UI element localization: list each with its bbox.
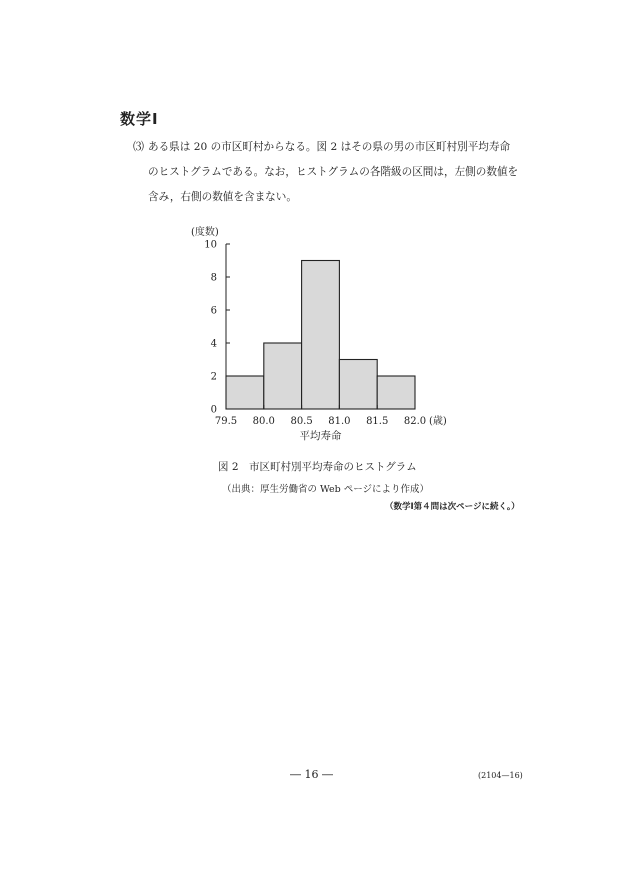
y-tick-label: 10 [204, 239, 217, 251]
question-text [148, 135, 528, 210]
question-line: 含み，右側の数値を含まない。 [148, 191, 297, 203]
figure-caption: 図 2 市区町村別平均寿命のヒストグラム [218, 461, 417, 473]
y-tick-label: 4 [210, 338, 217, 350]
histogram-bar [226, 376, 264, 409]
histogram-bar [377, 376, 415, 409]
question-line: のヒストグラムである。なお，ヒストグラムの各階級の区間は，左側の数値を [148, 166, 519, 178]
histogram-bar [302, 261, 340, 410]
x-tick-label: 81.0 [328, 416, 351, 427]
page-code: (2104—16) [478, 771, 523, 780]
x-tick-label: 80.5 [290, 416, 313, 427]
x-tick-label: 79.5 [214, 416, 238, 427]
y-tick-label: 0 [210, 404, 217, 416]
x-axis-label: 平均寿命 [299, 430, 342, 442]
histogram-bar [339, 360, 377, 410]
y-axis-label: (度数) [191, 227, 219, 238]
question-number: ⑶ [133, 140, 144, 153]
y-tick-label: 2 [210, 371, 217, 383]
x-tick-label: 82.0 [403, 416, 427, 427]
page-number: ― 16 ― [290, 768, 333, 781]
question-line: ある県は 20 の市区町村からなる。図 2 はその県の男の市区町村別平均寿命 [148, 141, 511, 153]
x-tick-label: 81.5 [366, 416, 389, 427]
subject-title: 数学Ⅰ [120, 110, 159, 128]
figure-source: （出典：厚生労働省の Web ページにより作成） [222, 484, 430, 495]
x-unit-label: (歳) [429, 416, 447, 427]
y-tick-label: 6 [210, 305, 217, 317]
y-tick-label: 8 [210, 272, 217, 284]
histogram-bar [264, 343, 302, 409]
x-tick-label: 80.0 [252, 416, 275, 427]
continuation-note: （数学Ⅰ第４問は次ページに続く。） [385, 502, 520, 512]
histogram-chart [170, 222, 470, 454]
